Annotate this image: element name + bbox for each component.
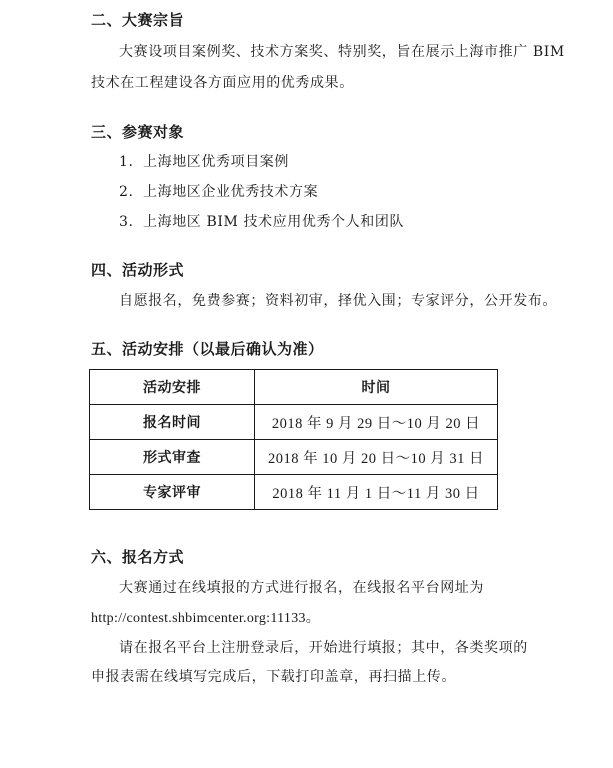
table-cell-time: 2018 年 10 月 20 日～10 月 31 日 [255, 440, 498, 475]
section-heading-schedule: 五、活动安排（以最后确认为准） [91, 340, 324, 358]
format-body: 自愿报名，免费参赛；资料初审，择优入围；专家评分，公开发布。 [119, 293, 557, 309]
table-cell-activity: 专家评审 [90, 475, 255, 510]
table-header-row [90, 370, 498, 405]
section-heading-participants: 三、参赛对象 [91, 123, 185, 141]
registration-url[interactable]: http://contest.shbimcenter.org:11133。 [91, 611, 321, 626]
section-heading-purpose: 二、大赛宗旨 [91, 11, 185, 29]
list-item-number: 1. [119, 154, 134, 170]
list-item-number: 3. [119, 214, 134, 230]
registration-body-line-4: 申报表需在线填写完成后，下载打印盖章，再扫描上传。 [91, 669, 456, 685]
list-item-text: 上海地区企业优秀技术方案 [143, 184, 319, 200]
registration-body-line-3: 请在报名平台上注册登录后，开始进行填报；其中，各类奖项的 [119, 640, 528, 656]
table-cell-activity: 报名时间 [90, 405, 255, 440]
list-item [119, 151, 289, 171]
table-header-time: 时间 [255, 370, 498, 405]
schedule-table [89, 369, 498, 510]
purpose-body-line-1: 大赛设项目案例奖、技术方案奖、特别奖，旨在展示上海市推广 BIM [119, 44, 565, 60]
purpose-body-line-2: 技术在工程建设各方面应用的优秀成果。 [91, 75, 354, 91]
table-cell-time: 2018 年 11 月 1 日～11 月 30 日 [255, 475, 498, 510]
table-header-activity: 活动安排 [90, 370, 255, 405]
section-heading-format: 四、活动形式 [91, 261, 185, 279]
list-item [119, 181, 318, 201]
table-row [90, 440, 498, 475]
table-row [90, 475, 498, 510]
table-row [90, 405, 498, 440]
table-cell-time: 2018 年 9 月 29 日～10 月 20 日 [255, 405, 498, 440]
table-cell-activity: 形式审查 [90, 440, 255, 475]
list-item [119, 211, 404, 231]
list-item-text: 上海地区 BIM 技术应用优秀个人和团队 [143, 214, 405, 230]
list-item-number: 2. [119, 184, 134, 200]
list-item-text: 上海地区优秀项目案例 [143, 154, 289, 170]
registration-body-line-1: 大赛通过在线填报的方式进行报名，在线报名平台网址为 [119, 580, 484, 596]
section-heading-registration: 六、报名方式 [91, 548, 185, 566]
